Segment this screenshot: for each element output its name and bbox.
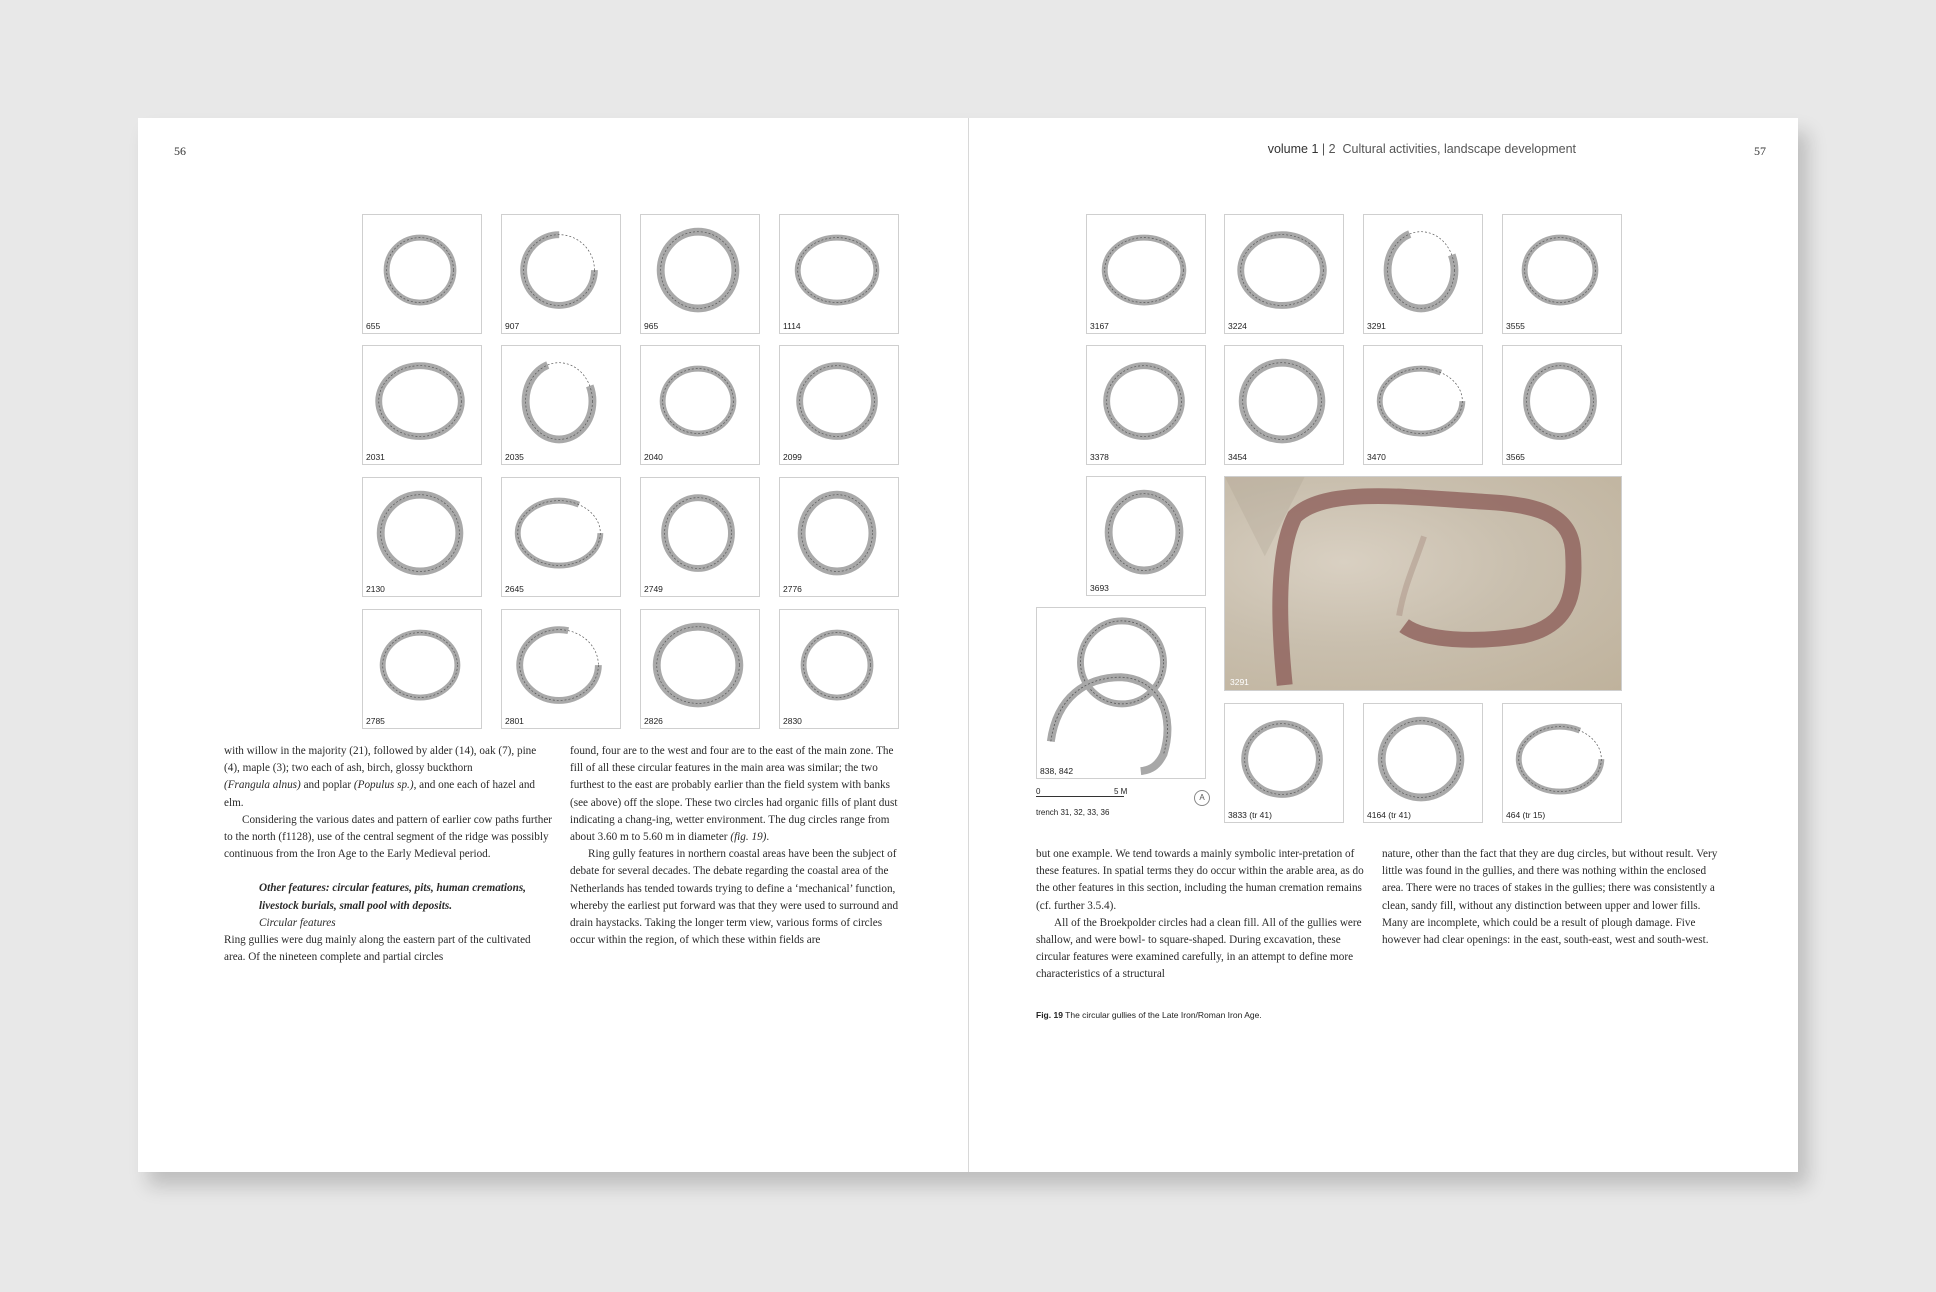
gully-outline (665, 498, 732, 569)
figure-label: 3224 (1228, 321, 1247, 331)
ring-gully-plan (1225, 215, 1343, 333)
ring-gully-plan (502, 478, 620, 596)
right-column-1 (1036, 846, 1374, 984)
gully-outline (1241, 235, 1324, 306)
figure-tile (501, 477, 621, 597)
figure-label: 965 (644, 321, 659, 331)
figure-tile (1224, 703, 1344, 823)
figure-tile (501, 345, 621, 465)
gully-outline (1107, 366, 1182, 437)
paragraph (570, 743, 908, 846)
running-head (1268, 142, 1576, 156)
trench-label: trench 31, 32, 33, 36 (1036, 808, 1110, 817)
figure-tile (1086, 214, 1206, 334)
ring-gully-plan (502, 346, 620, 464)
figure-label: 3291 (1367, 321, 1386, 331)
figure-tile (1086, 345, 1206, 465)
figure-label: 655 (366, 321, 381, 331)
ring-gully-plan (641, 346, 759, 464)
figure-label: 3454 (1228, 452, 1247, 462)
paragraph: Ring gullies were dug mainly along the eastern part of the cultivated area. Of the nineteen complete and partial circles (224, 934, 531, 964)
ring-gully-plan (1087, 215, 1205, 333)
text-span: . (766, 831, 770, 844)
gully-outline (383, 633, 458, 698)
ring-gully-plan (641, 478, 759, 596)
subsection-heading: Circular features (259, 916, 336, 929)
figure-tile (362, 345, 482, 465)
figure-tile (1363, 345, 1483, 465)
ring-gully-plan (1364, 346, 1482, 464)
figure-tile (362, 609, 482, 729)
paragraph: Ring gully features in northern coastal areas have been the subject of debate for several decades. The debate regarding the coastal area of the Netherlands has tended towards trying to define a ‘mechanical’ function, whereby the earliest put forward was that they were used to surround and drain haystacks. Taking the longer term view, various forms of circles occur within the region, of which these within fields are (570, 848, 899, 947)
figure-label: 2826 (644, 716, 663, 726)
figure-tile (1363, 703, 1483, 823)
gully-outline (1388, 232, 1455, 309)
figure-tile (640, 477, 760, 597)
ring-gully-plan (780, 215, 898, 333)
page-number-left: 56 (174, 144, 186, 158)
figure-tile-838-842 (1036, 607, 1206, 779)
paragraph: nature, other than the fact that they are dug circles, but without result. Very little was found in the gullies, and there was nothing within the enclosed area. There were no traces of stakes in the gullies; there was consistently a clean, sandy fill, without any distinction between upper and lower fills. Many are incomplete, which could be a result of plough damage. Five however had clear openings: in the east, south-east, west and south-west. (1382, 848, 1718, 947)
ring-gully-plan (1364, 215, 1482, 333)
figure-label: 3833 (tr 41) (1228, 810, 1272, 820)
gully-outline (1382, 721, 1461, 798)
text-span: , and one each of hazel and elm. (224, 779, 536, 809)
gully-outline (1527, 366, 1594, 437)
ring-gully-plan (1087, 477, 1205, 595)
figure-tile (640, 214, 760, 334)
figure-tile (779, 214, 899, 334)
ring-gully-plan (1503, 704, 1621, 822)
ring-gully-plan (641, 215, 759, 333)
gully-outline (661, 232, 736, 309)
north-arrow-icon: A (1194, 790, 1210, 806)
ring-gully-plan (1225, 346, 1343, 464)
figure-label: 2830 (783, 716, 802, 726)
ring-gully-plan (363, 478, 481, 596)
gully-outline (1380, 369, 1463, 434)
figure-label: 2035 (505, 452, 524, 462)
figure-label: 2645 (505, 584, 524, 594)
text-span: found, four are to the west and four are to the east of the main zone. The fill of all these circular features in the main area was similar; the two furthest to the east are probably earlier than the field system with banks (see above) off the slope. These two circles had organic fills of plant dust indicating a chang-ing, wetter environment. The dug circles range from about 3.60 m to 5.60 m in diameter (570, 745, 898, 844)
figure-label: 2031 (366, 452, 385, 462)
gully-outline (520, 630, 599, 701)
photo-label: 3291 (1230, 677, 1249, 687)
figure-label: 907 (505, 321, 520, 331)
figure-label: 3167 (1090, 321, 1109, 331)
figure-tile (779, 345, 899, 465)
gully-outline (798, 238, 877, 303)
figure-caption (1036, 1010, 1262, 1020)
figure-label: 2785 (366, 716, 385, 726)
right-column-2 (1382, 846, 1720, 949)
book-spread (138, 118, 1798, 1172)
figure-label: 3555 (1506, 321, 1525, 331)
figure-label: 838, 842 (1040, 766, 1074, 776)
gully-outline (657, 627, 740, 704)
running-head-separator: | (1318, 142, 1329, 156)
ring-gully-plan (363, 346, 481, 464)
gully-outline (1243, 363, 1322, 440)
left-column-2 (570, 743, 908, 949)
running-head-volume: volume 1 (1267, 142, 1319, 156)
figure-label: 2099 (783, 452, 802, 462)
heading-text: Other features: circular features, pits, human cremations, livestock burials, small pool with deposits. (259, 882, 526, 912)
gully-outline (1245, 724, 1320, 795)
figure-label: 2749 (644, 584, 663, 594)
excavation-photo (1224, 476, 1622, 691)
ring-gully-plan (641, 610, 759, 728)
gully-outline (1519, 727, 1602, 792)
gully-outline (379, 366, 462, 437)
figure-reference: (fig. 19) (730, 831, 767, 844)
gutter (968, 118, 969, 1172)
figure-tile (1224, 345, 1344, 465)
figure-label: 2130 (366, 584, 385, 594)
page-number-right: 57 (1754, 144, 1766, 158)
left-column-1 (224, 743, 554, 966)
figure-tile (362, 214, 482, 334)
scale-zero: 0 (1036, 787, 1041, 796)
figure-label: 3565 (1506, 452, 1525, 462)
ring-gully-plan (780, 478, 898, 596)
species-name: (Frangula alnus) (224, 779, 301, 792)
ring-gully-plan (363, 215, 481, 333)
figure-label: 3470 (1367, 452, 1386, 462)
figure-tile (1502, 345, 1622, 465)
figure-label: 2776 (783, 584, 802, 594)
scale-bar (1036, 787, 1206, 817)
gully-outline (1105, 238, 1184, 303)
scale-five: 5 M (1114, 787, 1128, 796)
gully-outline (800, 366, 875, 437)
text-span: and poplar (300, 779, 354, 792)
ring-gully-plan (1503, 346, 1621, 464)
ring-gully-plan (780, 610, 898, 728)
figure-label: 2040 (644, 452, 663, 462)
figure-tile (640, 609, 760, 729)
gully-outline (518, 501, 601, 566)
ring-gully-plan (363, 610, 481, 728)
figure-tile (1224, 214, 1344, 334)
figure-label: 3378 (1090, 452, 1109, 462)
ring-gully-plan (780, 346, 898, 464)
gully-outline (1109, 494, 1180, 571)
figure-label: 1114 (783, 321, 801, 331)
gully-outline (802, 495, 873, 572)
running-head-chapter-title: Cultural activities, landscape development (1342, 142, 1576, 156)
figure-label: 2801 (505, 716, 524, 726)
figure-tile (501, 609, 621, 729)
paragraph: Considering the various dates and pattern of earlier cow paths further to the north (f1128), use of the central segment of the ridge was possibly continuous from the Iron Age to the Early Medieval period. (224, 813, 553, 861)
figure-label: 3693 (1090, 583, 1109, 593)
section-heading (224, 880, 554, 914)
gully-outline (526, 363, 593, 440)
figure-tile (1363, 214, 1483, 334)
figure-label: 464 (tr 15) (1506, 810, 1546, 820)
running-head-chapter-number: 2 (1328, 142, 1336, 156)
figure-tile (1502, 703, 1622, 823)
gully-outline (381, 495, 460, 572)
figure-tile (501, 214, 621, 334)
figure-tile (779, 609, 899, 729)
figure-tile (1086, 476, 1206, 596)
figure-tile (1502, 214, 1622, 334)
figure-label: 4164 (tr 41) (1367, 810, 1411, 820)
species-name: (Populus sp.) (353, 779, 414, 792)
caption-text: The circular gullies of the Late Iron/Roman Iron Age. (1062, 1010, 1262, 1020)
ring-gully-plan (1087, 346, 1205, 464)
ring-gully-plan (1364, 704, 1482, 822)
ring-gully-plan (502, 215, 620, 333)
ring-gully-plan (502, 610, 620, 728)
paragraph: All of the Broekpolder circles had a clean fill. All of the gullies were shallow, and were bowl- to square-shaped. During excavation, these circular features were examined carefully, in an attempt to define more characteristics of a structural (1036, 916, 1362, 981)
ring-gully-plan (1225, 704, 1343, 822)
paragraph: but one example. We tend towards a mainly symbolic inter-pretation of these features. In spatial terms they do occur within the arable area, as do the other features in this section, including the human cremation remains (cf. further 3.5.4). (1036, 848, 1364, 912)
figure-tile (362, 477, 482, 597)
figure-tile (779, 477, 899, 597)
paragraph (224, 743, 554, 812)
caption-label: Fig. 19 (1036, 1010, 1063, 1020)
figure-tile (640, 345, 760, 465)
gully-outline (524, 235, 595, 306)
ring-gully-plan (1503, 215, 1621, 333)
text-span: with willow in the majority (21), followed by alder (14), oak (7), pine (4), maple (3); two each of ash, birch, glossy buckthorn (224, 745, 537, 775)
